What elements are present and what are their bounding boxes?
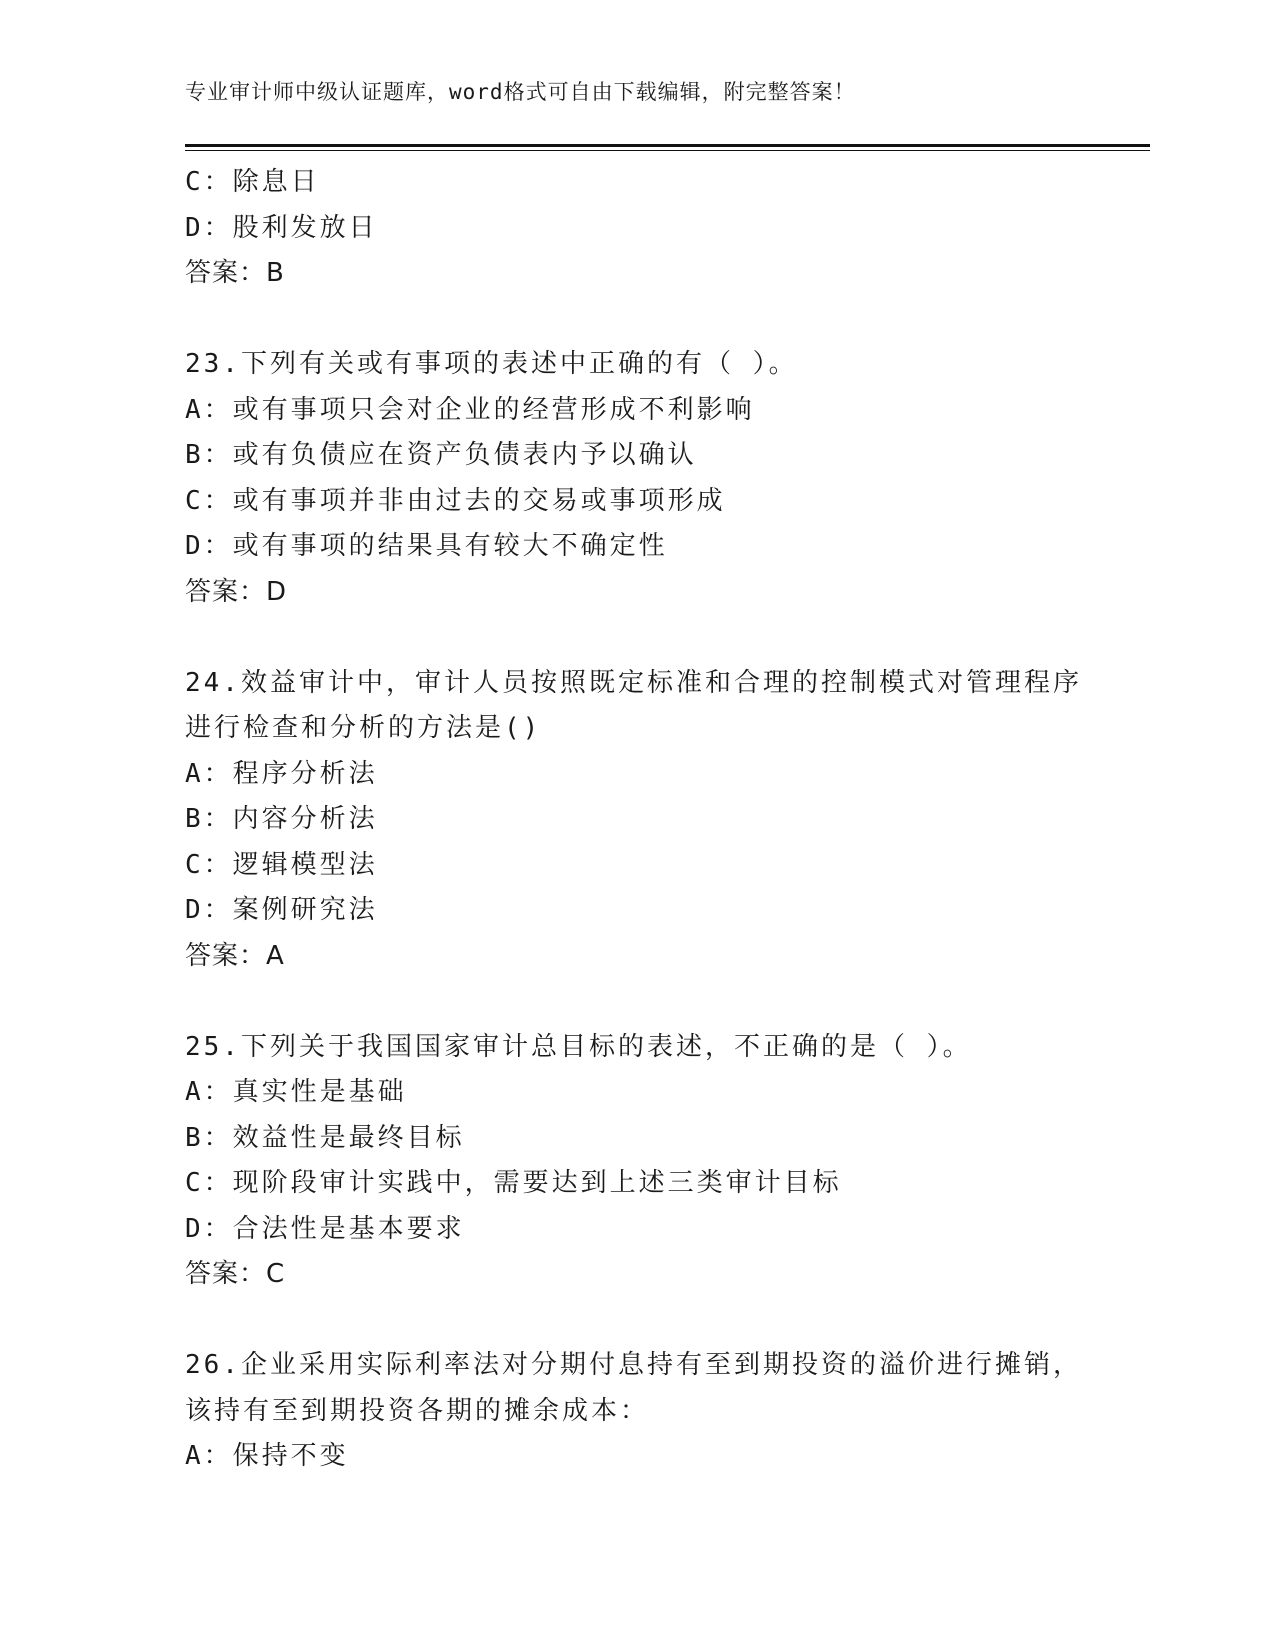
header-rule-thick [185, 144, 1150, 147]
blank-line [185, 979, 1105, 1025]
question-content [185, 160, 1105, 1480]
option-b: B：内容分析法 [185, 804, 378, 834]
previous-question-tail [185, 160, 1105, 297]
option-a: A：保持不变 [185, 1441, 349, 1471]
question-23 [185, 342, 1105, 615]
answer-line: 答案：A [185, 940, 285, 971]
option-d: D：股利发放日 [185, 212, 378, 243]
answer-line: 答案：C [185, 1259, 286, 1289]
question-25 [185, 1025, 1105, 1298]
option-d: D：案例研究法 [185, 895, 378, 925]
blank-line [185, 615, 1105, 661]
option-a: A：或有事项只会对企业的经营形成不利影响 [185, 394, 755, 425]
question-24 [185, 661, 1105, 980]
option-b: B：效益性是最终目标 [185, 1122, 465, 1153]
option-c: C：逻辑模型法 [185, 849, 378, 880]
question-stem: 24.效益审计中，审计人员按照既定标准和合理的控制模式对管理程序 [185, 667, 1082, 698]
question-stem: 23.下列有关或有事项的表述中正确的有（ ）。 [185, 349, 798, 379]
question-26 [185, 1343, 1105, 1480]
option-c: C：或有事项并非由过去的交易或事项形成 [185, 485, 726, 516]
option-a: A：真实性是基础 [185, 1077, 407, 1107]
answer-line: 答案：D [185, 576, 288, 607]
option-d: D：或有事项的结果具有较大不确定性 [185, 531, 668, 561]
option-d: D：合法性是基本要求 [185, 1213, 465, 1244]
question-stem-continued: 该持有至到期投资各期的摊余成本： [185, 1395, 650, 1426]
option-c: C：除息日 [185, 167, 320, 197]
answer-line: 答案：B [185, 258, 285, 288]
header-rule-thin [185, 150, 1150, 151]
question-stem: 25.下列关于我国国家审计总目标的表述，不正确的是（ ）。 [185, 1031, 972, 1062]
option-c: C：现阶段审计实践中，需要达到上述三类审计目标 [185, 1168, 842, 1198]
option-b: B：或有负债应在资产负债表内予以确认 [185, 440, 697, 470]
question-stem: 26.企业采用实际利率法对分期付息持有至到期投资的溢价进行摊销， [185, 1350, 1082, 1380]
page-header: 专业审计师中级认证题库，word格式可自由下载编辑，附完整答案！ [185, 80, 856, 104]
question-stem-continued: 进行检查和分析的方法是() [185, 713, 542, 743]
blank-line [185, 297, 1105, 343]
blank-line [185, 1298, 1105, 1344]
option-a: A：程序分析法 [185, 758, 378, 789]
